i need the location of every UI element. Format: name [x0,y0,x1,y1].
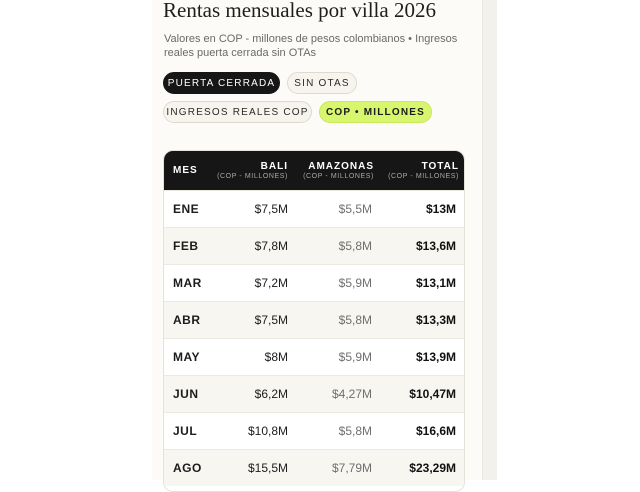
table-row [164,190,464,227]
cell-bali: $7,2M [254,276,288,290]
chip-ingresos-reales-cop[interactable]: INGRESOS REALES COP [163,101,312,123]
cell-total: $13M [425,202,456,216]
cell-bali: $7,5M [254,313,288,327]
page-subtitle: Valores en COP - millones de pesos colombianos • Ingresos reales puerta cerrada sin OTAs [164,33,458,59]
cell-amazonas: $5,8M [338,239,372,253]
cell-mes: FEB [173,239,199,253]
column-header-bali: BALI [260,161,288,172]
table-row [164,227,464,264]
cell-amazonas: $5,8M [338,424,372,438]
table-row [164,375,464,412]
column-header-amazonas: AMAZONAS [308,161,374,172]
cell-bali: $10,8M [247,424,288,438]
cell-bali: $7,5M [254,202,288,216]
rentas-table [163,150,465,492]
cell-total: $13,3M [415,313,456,327]
cell-amazonas: $5,5M [338,202,372,216]
cell-bali: $7,8M [254,239,288,253]
cell-total: $13,6M [415,239,456,253]
cell-mes: ENE [173,202,200,216]
column-subheader-amazonas: (COP - MILLONES) [303,173,374,180]
chip-puerta-cerrada[interactable]: PUERTA CERRADA [163,72,280,94]
cell-total: $16,6M [415,424,456,438]
cell-mes: MAY [173,350,201,364]
cell-mes: MAR [173,276,202,290]
table-header [164,151,464,190]
cell-amazonas: $5,9M [338,276,372,290]
chip-cop-millones[interactable]: COP • MILLONES [319,101,432,123]
page-title: Rentas mensuales por villa 2026 [163,0,436,22]
panel-divider [482,0,497,480]
cell-amazonas: $7,79M [331,461,372,475]
cell-total: $13,9M [415,350,456,364]
cell-bali: $8M [264,350,288,364]
cell-total: $10,47M [409,387,456,401]
cell-mes: JUN [173,387,199,401]
cell-bali: $6,2M [254,387,288,401]
cell-mes: AGO [173,461,202,475]
table-row [164,412,464,449]
chip-sin-otas[interactable]: SIN OTAS [287,72,357,94]
column-header-total: TOTAL [421,161,459,172]
column-subheader-total: (COP - MILLONES) [388,173,459,180]
table-row [164,301,464,338]
cell-mes: JUL [173,424,198,438]
cell-bali: $15,5M [247,461,288,475]
column-subheader-bali: (COP - MILLONES) [217,173,288,180]
cell-total: $13,1M [415,276,456,290]
table-row [164,338,464,375]
table-row [164,264,464,301]
table-row [164,449,464,486]
cell-amazonas: $5,9M [338,350,372,364]
cell-total: $23,29M [409,461,456,475]
cell-amazonas: $4,27M [331,387,372,401]
cell-mes: ABR [173,313,201,327]
cell-amazonas: $5,8M [338,313,372,327]
column-header-mes: MES [173,165,198,176]
